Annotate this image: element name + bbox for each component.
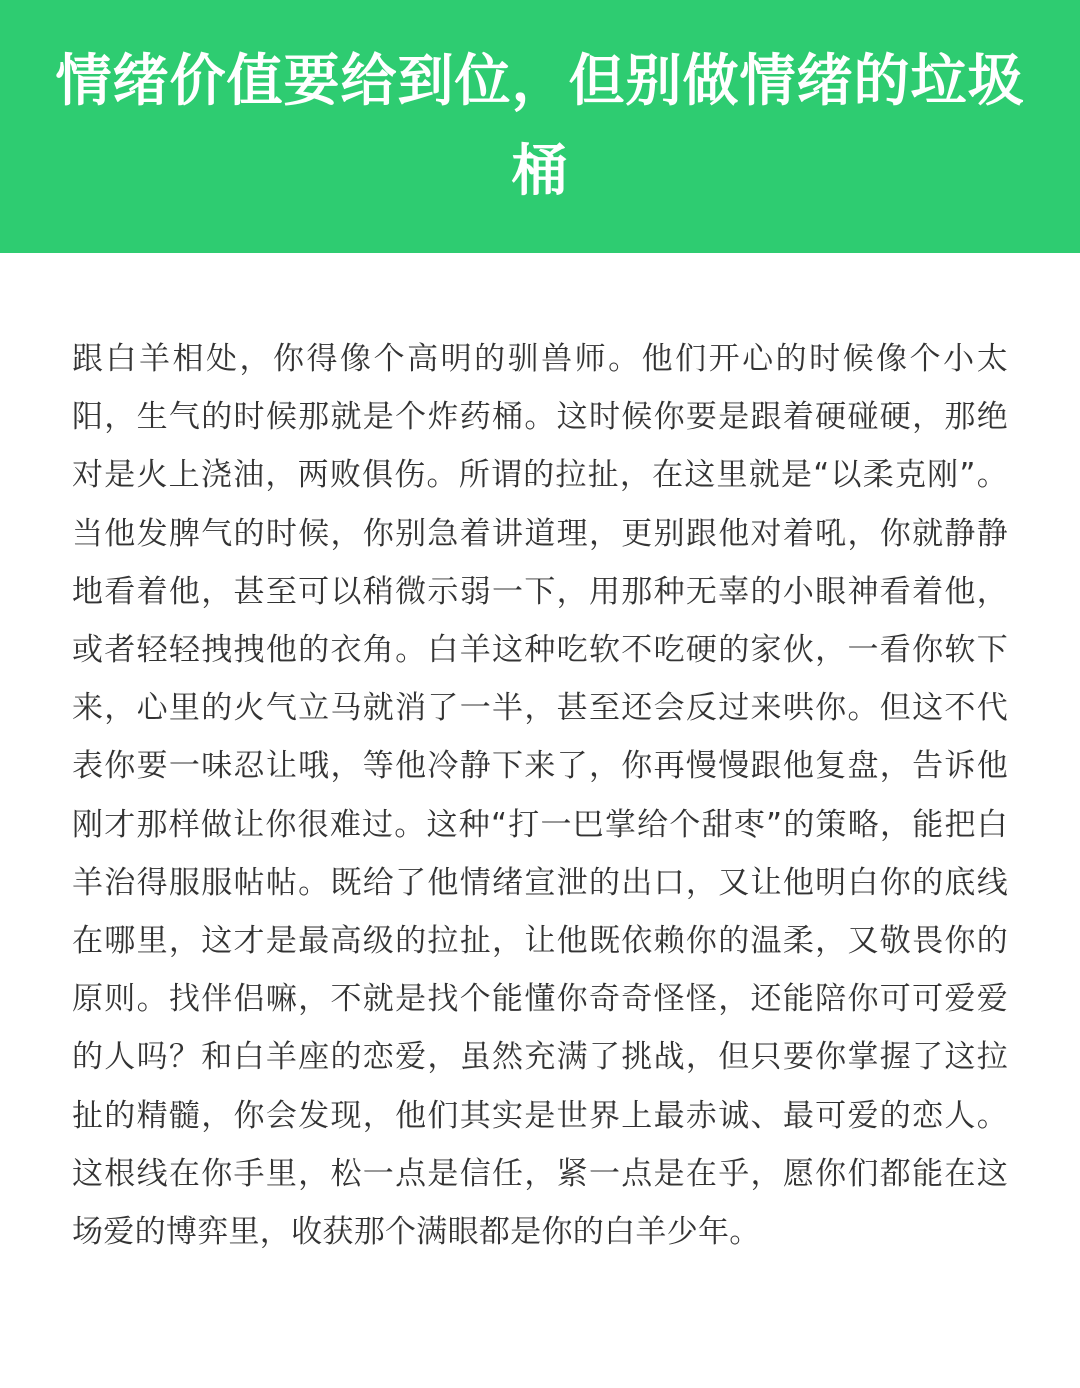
page-title: 情绪价值要给到位，但别做情绪的垃圾桶 <box>55 48 1025 204</box>
title-banner <box>0 0 1080 253</box>
article-body: 跟白羊相处，你得像个高明的驯兽师。他们开心的时候像个小太阳，生气的时候那就是个炸药桶。这时候你要是跟着硬碰硬，那绝对是火上浇油，两败俱伤。所谓的拉扯，在这里就是“以柔克刚”。当他发脾气的时候，你别急着讲道理，更别跟他对着吼，你就静静地看着他，甚至可以稍微示弱一下，用那种无辜的小眼神看着他，或者轻轻拽拽他的衣角。白羊这种吃软不吃硬的家伙，一看你软下来，心里的火气立马就消了一半，甚至还会反过来哄你。但这不代表你要一味忍让哦，等他冷静下来了，你再慢慢跟他复盘，告诉他刚才那样做让你很难过。这种“打一巴掌给个甜枣”的策略，能把白羊治得服服帖帖。既给了他情绪宣泄的出口，又让他明白你的底线在哪里，这才是最高级的拉扯，让他既依赖你的温柔，又敬畏你的原则。找伴侣嘛，不就是找个能懂你奇奇怪怪，还能陪你可可爱爱的人吗？和白羊座的恋爱，虽然充满了挑战，但只要你掌握了这拉扯的精髓，你会发现，他们其实是世界上最赤诚、最可爱的恋人。这根线在你手里，松一点是信任，紧一点是在乎，愿你们都能在这场爱的博弈里，收获那个满眼都是你的白羊少年。 <box>72 341 1008 1251</box>
